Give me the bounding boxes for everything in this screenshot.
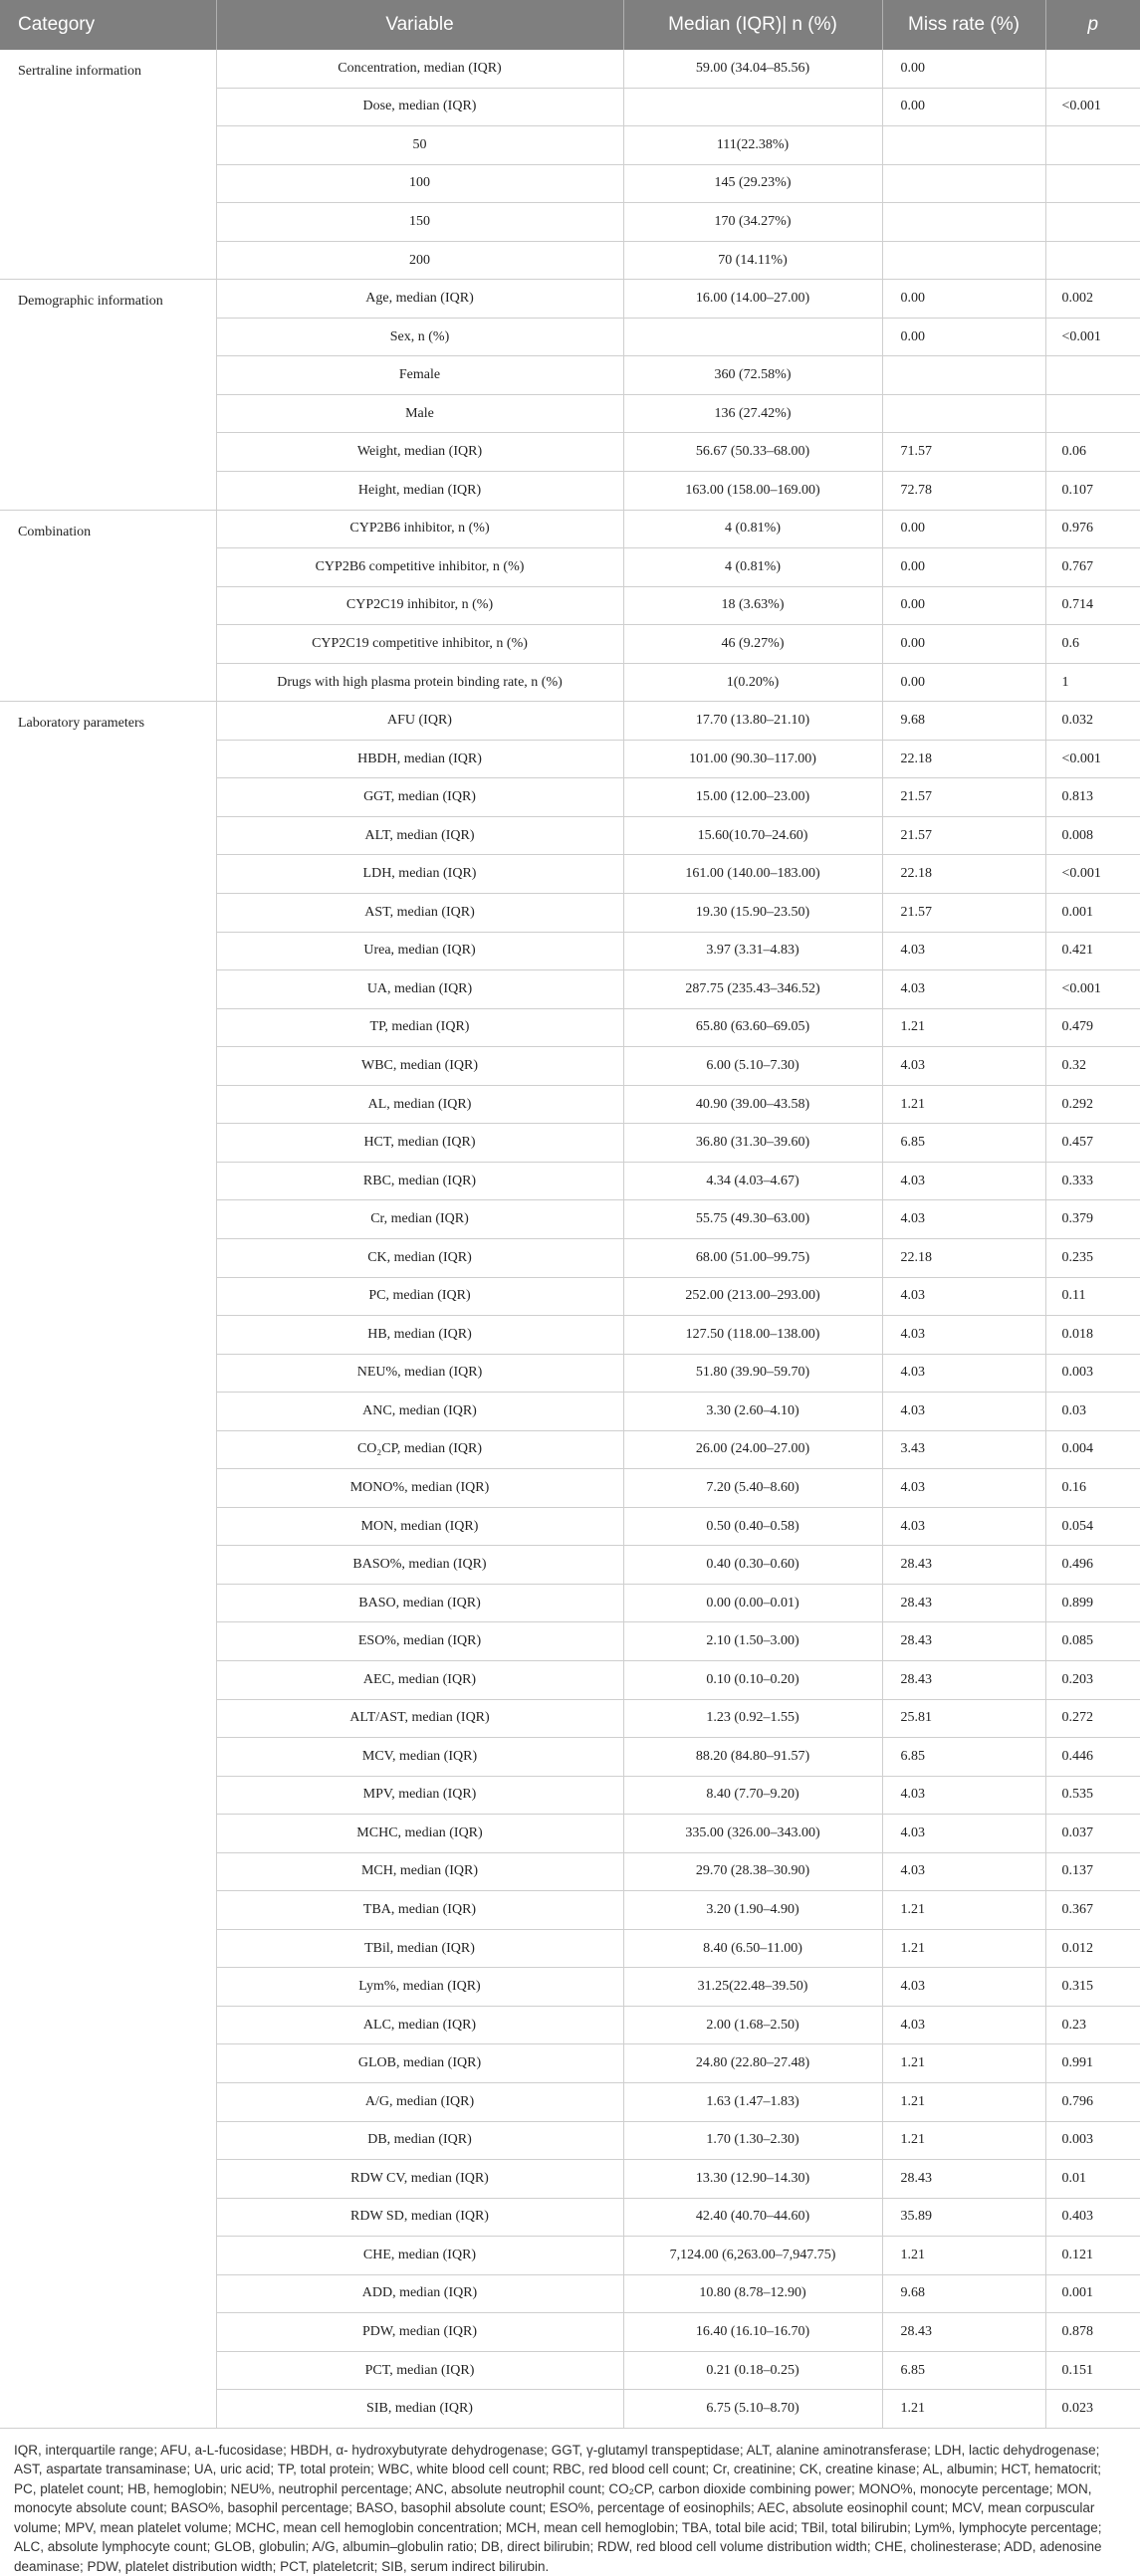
p-value-cell: 0.003 — [1045, 2121, 1140, 2160]
miss-rate-cell: 4.03 — [882, 1507, 1045, 1546]
median-cell: 10.80 (8.78–12.90) — [623, 2274, 882, 2313]
variable-cell: TP, median (IQR) — [216, 1008, 623, 1047]
variable-cell: MCV, median (IQR) — [216, 1738, 623, 1777]
p-value-cell: 0.272 — [1045, 1699, 1140, 1738]
p-value-cell: 0.899 — [1045, 1584, 1140, 1622]
miss-rate-cell: 28.43 — [882, 1546, 1045, 1585]
median-cell: 88.20 (84.80–91.57) — [623, 1738, 882, 1777]
median-cell: 170 (34.27%) — [623, 203, 882, 242]
p-value-cell: 0.235 — [1045, 1238, 1140, 1277]
p-value-cell — [1045, 164, 1140, 203]
variable-cell: CYP2C19 inhibitor, n (%) — [216, 586, 623, 625]
median-cell: 0.50 (0.40–0.58) — [623, 1507, 882, 1546]
p-value-cell: 0.012 — [1045, 1929, 1140, 1968]
median-cell: 145 (29.23%) — [623, 164, 882, 203]
p-value-cell: <0.001 — [1045, 855, 1140, 894]
median-cell: 163.00 (158.00–169.00) — [623, 472, 882, 511]
median-cell: 15.00 (12.00–23.00) — [623, 778, 882, 817]
miss-rate-cell: 0.00 — [882, 50, 1045, 88]
median-cell: 335.00 (326.00–343.00) — [623, 1815, 882, 1853]
median-cell: 15.60(10.70–24.60) — [623, 816, 882, 855]
variable-cell: AL, median (IQR) — [216, 1085, 623, 1124]
p-value-cell: 0.421 — [1045, 932, 1140, 970]
median-cell: 7,124.00 (6,263.00–7,947.75) — [623, 2237, 882, 2275]
p-value-cell: 0.03 — [1045, 1393, 1140, 1431]
miss-rate-cell: 1.21 — [882, 1085, 1045, 1124]
p-value-cell: 0.001 — [1045, 2274, 1140, 2313]
miss-rate-cell: 1.21 — [882, 2044, 1045, 2083]
p-value-cell: 0.767 — [1045, 548, 1140, 587]
p-value-cell — [1045, 394, 1140, 433]
variable-cell: Drugs with high plasma protein binding rate, n (%) — [216, 663, 623, 702]
miss-rate-cell: 9.68 — [882, 702, 1045, 741]
p-value-cell: 0.6 — [1045, 625, 1140, 664]
variable-cell: Male — [216, 394, 623, 433]
median-cell: 0.10 (0.10–0.20) — [623, 1660, 882, 1699]
header-variable: Variable — [216, 0, 623, 50]
median-cell: 1.63 (1.47–1.83) — [623, 2082, 882, 2121]
p-value-cell — [1045, 356, 1140, 395]
variable-cell: MON, median (IQR) — [216, 1507, 623, 1546]
miss-rate-cell: 1.21 — [882, 1008, 1045, 1047]
p-value-cell: 0.457 — [1045, 1124, 1140, 1163]
variable-cell: PDW, median (IQR) — [216, 2313, 623, 2352]
variable-cell: NEU%, median (IQR) — [216, 1354, 623, 1393]
p-value-cell: 0.06 — [1045, 433, 1140, 472]
miss-rate-cell: 22.18 — [882, 740, 1045, 778]
table-row — [0, 280, 1140, 319]
p-value-cell: 0.11 — [1045, 1277, 1140, 1316]
table-body — [0, 50, 1140, 2428]
p-value-cell: 0.292 — [1045, 1085, 1140, 1124]
median-cell: 3.20 (1.90–4.90) — [623, 1891, 882, 1930]
median-cell: 55.75 (49.30–63.00) — [623, 1200, 882, 1239]
median-cell: 111(22.38%) — [623, 126, 882, 165]
variable-cell: 50 — [216, 126, 623, 165]
variable-cell: CO₂CP, median (IQR) — [216, 1430, 623, 1469]
variable-cell: 200 — [216, 241, 623, 280]
median-cell: 2.00 (1.68–2.50) — [623, 2006, 882, 2044]
miss-rate-cell: 4.03 — [882, 1776, 1045, 1815]
variable-cell: GGT, median (IQR) — [216, 778, 623, 817]
median-cell: 136 (27.42%) — [623, 394, 882, 433]
median-cell: 4 (0.81%) — [623, 548, 882, 587]
miss-rate-cell: 4.03 — [882, 2006, 1045, 2044]
variable-cell: HB, median (IQR) — [216, 1316, 623, 1355]
median-cell: 31.25(22.48–39.50) — [623, 1968, 882, 2007]
variable-cell: MONO%, median (IQR) — [216, 1469, 623, 1508]
miss-rate-cell: 6.85 — [882, 1124, 1045, 1163]
p-value-cell: 0.037 — [1045, 1815, 1140, 1853]
miss-rate-cell: 4.03 — [882, 1354, 1045, 1393]
miss-rate-cell: 4.03 — [882, 1200, 1045, 1239]
variable-cell: MPV, median (IQR) — [216, 1776, 623, 1815]
miss-rate-cell: 1.21 — [882, 2390, 1045, 2429]
variable-cell: AFU (IQR) — [216, 702, 623, 741]
median-cell: 42.40 (40.70–44.60) — [623, 2198, 882, 2237]
miss-rate-cell: 4.03 — [882, 1393, 1045, 1431]
miss-rate-cell: 4.03 — [882, 932, 1045, 970]
variable-cell: Dose, median (IQR) — [216, 88, 623, 126]
miss-rate-cell: 28.43 — [882, 2160, 1045, 2199]
miss-rate-cell: 22.18 — [882, 1238, 1045, 1277]
miss-rate-cell: 21.57 — [882, 778, 1045, 817]
median-cell: 16.00 (14.00–27.00) — [623, 280, 882, 319]
variable-cell: SIB, median (IQR) — [216, 2390, 623, 2429]
miss-rate-cell: 4.03 — [882, 1277, 1045, 1316]
variable-cell: ALT, median (IQR) — [216, 816, 623, 855]
variable-cell: ALC, median (IQR) — [216, 2006, 623, 2044]
median-cell: 0.00 (0.00–0.01) — [623, 1584, 882, 1622]
median-cell: 24.80 (22.80–27.48) — [623, 2044, 882, 2083]
p-value-cell: 0.008 — [1045, 816, 1140, 855]
miss-rate-cell: 0.00 — [882, 548, 1045, 587]
p-value-cell: 1 — [1045, 663, 1140, 702]
variable-cell: ANC, median (IQR) — [216, 1393, 623, 1431]
variable-cell: CK, median (IQR) — [216, 1238, 623, 1277]
p-value-cell: 0.976 — [1045, 510, 1140, 548]
miss-rate-cell: 0.00 — [882, 280, 1045, 319]
variable-cell: RBC, median (IQR) — [216, 1162, 623, 1200]
median-cell: 16.40 (16.10–16.70) — [623, 2313, 882, 2352]
p-value-cell: <0.001 — [1045, 318, 1140, 356]
miss-rate-cell — [882, 164, 1045, 203]
miss-rate-cell — [882, 126, 1045, 165]
variable-cell: GLOB, median (IQR) — [216, 2044, 623, 2083]
category-cell: Demographic information — [0, 280, 216, 510]
median-cell: 8.40 (6.50–11.00) — [623, 1929, 882, 1968]
miss-rate-cell: 1.21 — [882, 2121, 1045, 2160]
p-value-cell: 0.878 — [1045, 2313, 1140, 2352]
table-row — [0, 510, 1140, 548]
category-cell: Laboratory parameters — [0, 702, 216, 2429]
variable-cell: Concentration, median (IQR) — [216, 50, 623, 88]
median-cell: 36.80 (31.30–39.60) — [623, 1124, 882, 1163]
miss-rate-cell: 28.43 — [882, 2313, 1045, 2352]
category-cell: Sertraline information — [0, 50, 216, 280]
median-cell: 360 (72.58%) — [623, 356, 882, 395]
p-value-cell: 0.054 — [1045, 1507, 1140, 1546]
variable-cell: ESO%, median (IQR) — [216, 1622, 623, 1661]
p-value-cell: <0.001 — [1045, 88, 1140, 126]
miss-rate-cell: 6.85 — [882, 1738, 1045, 1777]
median-cell: 65.80 (63.60–69.05) — [623, 1008, 882, 1047]
miss-rate-cell: 22.18 — [882, 855, 1045, 894]
median-cell: 8.40 (7.70–9.20) — [623, 1776, 882, 1815]
variable-cell: CYP2B6 inhibitor, n (%) — [216, 510, 623, 548]
p-value-cell: 0.991 — [1045, 2044, 1140, 2083]
variable-cell: RDW CV, median (IQR) — [216, 2160, 623, 2199]
category-cell: Combination — [0, 510, 216, 702]
p-value-cell: 0.085 — [1045, 1622, 1140, 1661]
median-cell — [623, 318, 882, 356]
miss-rate-cell: 4.03 — [882, 1815, 1045, 1853]
median-cell: 19.30 (15.90–23.50) — [623, 894, 882, 933]
variable-cell: ADD, median (IQR) — [216, 2274, 623, 2313]
variable-cell: MCHC, median (IQR) — [216, 1815, 623, 1853]
p-value-cell: 0.151 — [1045, 2351, 1140, 2390]
p-value-cell: 0.018 — [1045, 1316, 1140, 1355]
median-cell: 161.00 (140.00–183.00) — [623, 855, 882, 894]
variable-cell: CHE, median (IQR) — [216, 2237, 623, 2275]
miss-rate-cell: 4.03 — [882, 1469, 1045, 1508]
miss-rate-cell: 0.00 — [882, 318, 1045, 356]
p-value-cell: 0.796 — [1045, 2082, 1140, 2121]
header-row — [0, 0, 1140, 50]
p-value-cell: 0.496 — [1045, 1546, 1140, 1585]
variable-cell: BASO%, median (IQR) — [216, 1546, 623, 1585]
variable-cell: HBDH, median (IQR) — [216, 740, 623, 778]
p-value-cell: 0.535 — [1045, 1776, 1140, 1815]
variable-cell: 150 — [216, 203, 623, 242]
miss-rate-cell: 71.57 — [882, 433, 1045, 472]
variable-cell: Sex, n (%) — [216, 318, 623, 356]
variable-cell: UA, median (IQR) — [216, 970, 623, 1009]
variable-cell: TBA, median (IQR) — [216, 1891, 623, 1930]
variable-cell: ALT/AST, median (IQR) — [216, 1699, 623, 1738]
median-cell — [623, 88, 882, 126]
miss-rate-cell: 3.43 — [882, 1430, 1045, 1469]
table-row — [0, 702, 1140, 741]
p-value-cell: 0.479 — [1045, 1008, 1140, 1047]
median-cell: 2.10 (1.50–3.00) — [623, 1622, 882, 1661]
p-value-cell: 0.203 — [1045, 1660, 1140, 1699]
variable-cell: MCH, median (IQR) — [216, 1852, 623, 1891]
median-cell: 56.67 (50.33–68.00) — [623, 433, 882, 472]
miss-rate-cell — [882, 356, 1045, 395]
miss-rate-cell: 35.89 — [882, 2198, 1045, 2237]
miss-rate-cell: 0.00 — [882, 88, 1045, 126]
miss-rate-cell: 72.78 — [882, 472, 1045, 511]
miss-rate-cell: 21.57 — [882, 816, 1045, 855]
p-value-cell: 0.004 — [1045, 1430, 1140, 1469]
variable-cell: Weight, median (IQR) — [216, 433, 623, 472]
variable-cell: CYP2C19 competitive inhibitor, n (%) — [216, 625, 623, 664]
p-value-cell: 0.01 — [1045, 2160, 1140, 2199]
p-value-cell: 0.032 — [1045, 702, 1140, 741]
miss-rate-cell: 9.68 — [882, 2274, 1045, 2313]
miss-rate-cell: 1.21 — [882, 1891, 1045, 1930]
p-value-cell: 0.002 — [1045, 280, 1140, 319]
miss-rate-cell — [882, 241, 1045, 280]
header-median: Median (IQR)| n (%) — [623, 0, 882, 50]
p-value-cell: 0.32 — [1045, 1047, 1140, 1086]
variable-cell: WBC, median (IQR) — [216, 1047, 623, 1086]
miss-rate-cell: 0.00 — [882, 510, 1045, 548]
table-footnote: IQR, interquartile range; AFU, a-L-fucosidase; HBDH, α- hydroxybutyrate dehydrogenase; GGT, γ-glutamyl transpeptidase; ALT, alanine aminotransferase; LDH, lactic dehydrogenase; AST, aspartate transaminase; UA, uric acid; TP, total protein; WBC, white blood cell count; RBC, red blood cell count; Cr, creatinine; CK, creatine kinase; AL, albumin; HCT, hematocrit; PC, platelet count; HB, hemoglobin; NEU%, neutrophil percentage; ANC, absolute neutrophil count; CO₂CP, carbon dioxide combining power; MONO%, monocyte percentage; MON, monocyte absolute count; BASO%, basophil percentage; BASO, basophil absolute count; ESO%, percentage of eosinophils; AEC, absolute eosinophil count; MCV, mean corpuscular volume; MPV, mean platelet volume; MCHC, mean cell hemoglobin concentration; MCH, mean cell hemoglobin; TBA, total bile acid; TBil, total bilirubin; Lym%, lymphocyte percentage; ALC, absolute lymphocyte count; GLOB, globulin; A/G, albumin–globulin ratio; DB, direct bilirubin; RDW, red blood cell volume distribution width; CHE, cholinesterase; ADD, adenosine deaminase; PDW, platelet distribution width; PCT, plateletcrit; SIB, serum indirect bilirubin. — [14, 2442, 1102, 2574]
miss-rate-cell: 0.00 — [882, 663, 1045, 702]
miss-rate-cell: 4.03 — [882, 1852, 1045, 1891]
miss-rate-cell: 4.03 — [882, 1968, 1045, 2007]
median-cell: 1.23 (0.92–1.55) — [623, 1699, 882, 1738]
miss-rate-cell: 4.03 — [882, 1316, 1045, 1355]
median-cell: 40.90 (39.00–43.58) — [623, 1085, 882, 1124]
miss-rate-cell: 4.03 — [882, 1047, 1045, 1086]
median-cell: 127.50 (118.00–138.00) — [623, 1316, 882, 1355]
p-value-cell: 0.813 — [1045, 778, 1140, 817]
variable-cell: 100 — [216, 164, 623, 203]
variable-cell: Height, median (IQR) — [216, 472, 623, 511]
miss-rate-cell: 1.21 — [882, 1929, 1045, 1968]
median-cell: 3.97 (3.31–4.83) — [623, 932, 882, 970]
table-row — [0, 50, 1140, 88]
header-category: Category — [0, 0, 216, 50]
median-cell: 7.20 (5.40–8.60) — [623, 1469, 882, 1508]
median-cell: 0.21 (0.18–0.25) — [623, 2351, 882, 2390]
p-value-cell: 0.315 — [1045, 1968, 1140, 2007]
p-value-cell: <0.001 — [1045, 740, 1140, 778]
p-value-cell: 0.001 — [1045, 894, 1140, 933]
median-cell: 70 (14.11%) — [623, 241, 882, 280]
median-cell: 3.30 (2.60–4.10) — [623, 1393, 882, 1431]
variable-cell: TBil, median (IQR) — [216, 1929, 623, 1968]
p-value-cell: 0.403 — [1045, 2198, 1140, 2237]
p-value-cell — [1045, 126, 1140, 165]
variable-cell: A/G, median (IQR) — [216, 2082, 623, 2121]
p-value-cell: 0.379 — [1045, 1200, 1140, 1239]
miss-rate-cell: 28.43 — [882, 1622, 1045, 1661]
p-value-cell: 0.107 — [1045, 472, 1140, 511]
median-cell: 29.70 (28.38–30.90) — [623, 1852, 882, 1891]
median-cell: 17.70 (13.80–21.10) — [623, 702, 882, 741]
variable-cell: PCT, median (IQR) — [216, 2351, 623, 2390]
variable-cell: Age, median (IQR) — [216, 280, 623, 319]
median-cell: 1.70 (1.30–2.30) — [623, 2121, 882, 2160]
median-cell: 287.75 (235.43–346.52) — [623, 970, 882, 1009]
median-cell: 0.40 (0.30–0.60) — [623, 1546, 882, 1585]
variable-cell: HCT, median (IQR) — [216, 1124, 623, 1163]
median-cell: 68.00 (51.00–99.75) — [623, 1238, 882, 1277]
median-cell: 46 (9.27%) — [623, 625, 882, 664]
variable-cell: AST, median (IQR) — [216, 894, 623, 933]
median-cell: 6.75 (5.10–8.70) — [623, 2390, 882, 2429]
variable-cell: Urea, median (IQR) — [216, 932, 623, 970]
p-value-cell: 0.714 — [1045, 586, 1140, 625]
variable-cell: Female — [216, 356, 623, 395]
p-value-cell: 0.023 — [1045, 2390, 1140, 2429]
miss-rate-cell: 25.81 — [882, 1699, 1045, 1738]
variable-cell: LDH, median (IQR) — [216, 855, 623, 894]
miss-rate-cell: 4.03 — [882, 1162, 1045, 1200]
median-cell: 18 (3.63%) — [623, 586, 882, 625]
miss-rate-cell: 1.21 — [882, 2237, 1045, 2275]
p-value-cell: 0.367 — [1045, 1891, 1140, 1930]
median-cell: 59.00 (34.04–85.56) — [623, 50, 882, 88]
p-value-cell: 0.137 — [1045, 1852, 1140, 1891]
median-cell: 4.34 (4.03–4.67) — [623, 1162, 882, 1200]
median-cell: 252.00 (213.00–293.00) — [623, 1277, 882, 1316]
p-value-cell: <0.001 — [1045, 970, 1140, 1009]
median-cell: 6.00 (5.10–7.30) — [623, 1047, 882, 1086]
median-cell: 13.30 (12.90–14.30) — [623, 2160, 882, 2199]
miss-rate-cell: 28.43 — [882, 1584, 1045, 1622]
p-value-cell: 0.003 — [1045, 1354, 1140, 1393]
median-cell: 51.80 (39.90–59.70) — [623, 1354, 882, 1393]
variable-cell: AEC, median (IQR) — [216, 1660, 623, 1699]
miss-rate-cell: 0.00 — [882, 586, 1045, 625]
p-value-cell: 0.446 — [1045, 1738, 1140, 1777]
miss-rate-cell: 6.85 — [882, 2351, 1045, 2390]
miss-rate-cell — [882, 394, 1045, 433]
median-cell: 1(0.20%) — [623, 663, 882, 702]
p-value-cell: 0.333 — [1045, 1162, 1140, 1200]
p-value-cell: 0.23 — [1045, 2006, 1140, 2044]
miss-rate-cell — [882, 203, 1045, 242]
miss-rate-cell: 28.43 — [882, 1660, 1045, 1699]
variable-cell: Cr, median (IQR) — [216, 1200, 623, 1239]
p-value-cell — [1045, 241, 1140, 280]
miss-rate-cell: 0.00 — [882, 625, 1045, 664]
variable-cell: PC, median (IQR) — [216, 1277, 623, 1316]
median-cell: 26.00 (24.00–27.00) — [623, 1430, 882, 1469]
miss-rate-cell: 21.57 — [882, 894, 1045, 933]
p-value-cell — [1045, 50, 1140, 88]
variable-cell: Lym%, median (IQR) — [216, 1968, 623, 2007]
variable-cell: BASO, median (IQR) — [216, 1584, 623, 1622]
miss-rate-cell: 4.03 — [882, 970, 1045, 1009]
header-miss-rate: Miss rate (%) — [882, 0, 1045, 50]
p-value-cell: 0.121 — [1045, 2237, 1140, 2275]
variable-cell: DB, median (IQR) — [216, 2121, 623, 2160]
header-p: p — [1045, 0, 1140, 50]
median-cell: 101.00 (90.30–117.00) — [623, 740, 882, 778]
median-cell: 4 (0.81%) — [623, 510, 882, 548]
table-header — [0, 0, 1140, 50]
miss-rate-cell: 1.21 — [882, 2082, 1045, 2121]
p-value-cell: 0.16 — [1045, 1469, 1140, 1508]
variable-cell: CYP2B6 competitive inhibitor, n (%) — [216, 548, 623, 587]
variable-cell: RDW SD, median (IQR) — [216, 2198, 623, 2237]
p-value-cell — [1045, 203, 1140, 242]
